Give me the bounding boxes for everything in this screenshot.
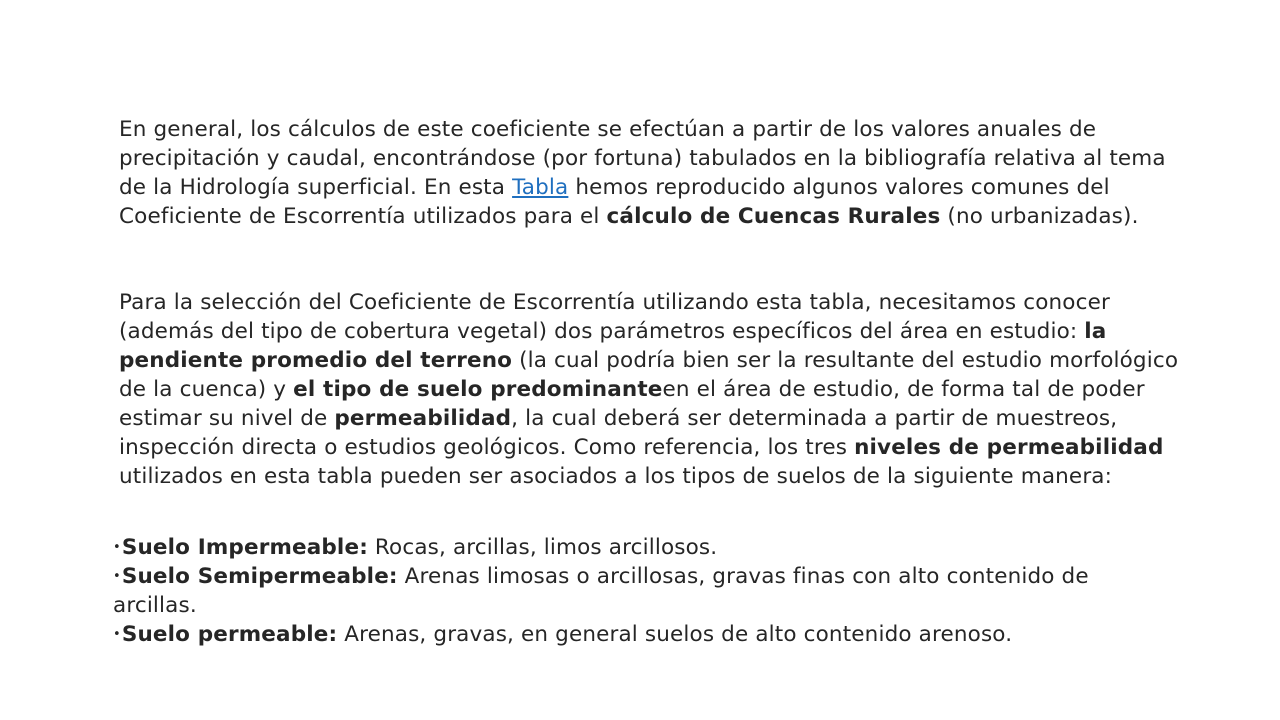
list-item-text: Rocas, arcillas, limos arcillosos. (367, 535, 718, 560)
paragraph-selection-bold-1: la pendiente promedio del terreno (119, 319, 1107, 373)
paragraph-intro (119, 115, 1199, 231)
soil-type-list (113, 533, 1113, 649)
paragraph-selection (119, 288, 1199, 491)
paragraph-selection-text-2: (la cual podría bien ser la resultante del estudio morfológico de la cuenca) y (119, 348, 1179, 402)
paragraph-selection-text-1: Para la selección del Coeficiente de Escorrentía utilizando esta tabla, necesitamos conocer (además del tipo de cobertura vegetal) dos parámetros específicos del área en estudio: (119, 290, 1110, 344)
paragraph-intro-bold-1: cálculo de Cuencas Rurales (606, 204, 941, 229)
list-item-label: Suelo permeable: (121, 622, 338, 647)
paragraph-selection-text-5: utilizados en esta tabla pueden ser asociados a los tipos de suelos de la siguiente manera: (119, 464, 1113, 489)
list-item-semipermeable (113, 562, 1113, 620)
paragraph-intro-text-3: (no urbanizadas). (940, 204, 1139, 229)
bullet-icon: • (113, 569, 121, 584)
list-item-label: Suelo Semipermeable: (121, 564, 398, 589)
paragraph-selection-bold-2: el tipo de suelo predominante (293, 377, 663, 402)
list-item-permeable (113, 620, 1113, 649)
list-item-impermeable (113, 533, 1113, 562)
list-item-text: Arenas, gravas, en general suelos de alto contenido arenoso. (337, 622, 1013, 647)
bullet-icon: • (113, 540, 121, 555)
list-item-text: Arenas limosas o arcillosas, gravas finas con alto contenido de arcillas. (113, 564, 1089, 618)
paragraph-selection-text-4: , la cual deberá ser determinada a partir de muestreos, inspección directa o estudios geológicos. Como referencia, los tres (119, 406, 1118, 460)
paragraph-intro-text-1: En general, los cálculos de este coeficiente se efectúan a partir de los valores anuales de precipitación y caudal, encontrándose (por fortuna) tabulados en la bibliografía relativa al tema de la Hidrología superficial. En esta (119, 117, 1166, 200)
list-item-label: Suelo Impermeable: (121, 535, 368, 560)
paragraph-selection-text-3: en el área de estudio, de forma tal de poder estimar su nivel de (119, 377, 1145, 431)
bullet-icon: • (113, 627, 121, 642)
tabla-link[interactable]: Tabla (512, 175, 569, 200)
paragraph-intro-text-2: hemos reproducido algunos valores comunes del Coeficiente de Escorrentía utilizados para el (119, 175, 1110, 229)
paragraph-selection-bold-3: permeabilidad (334, 406, 512, 431)
paragraph-selection-bold-4: niveles de permeabilidad (854, 435, 1164, 460)
